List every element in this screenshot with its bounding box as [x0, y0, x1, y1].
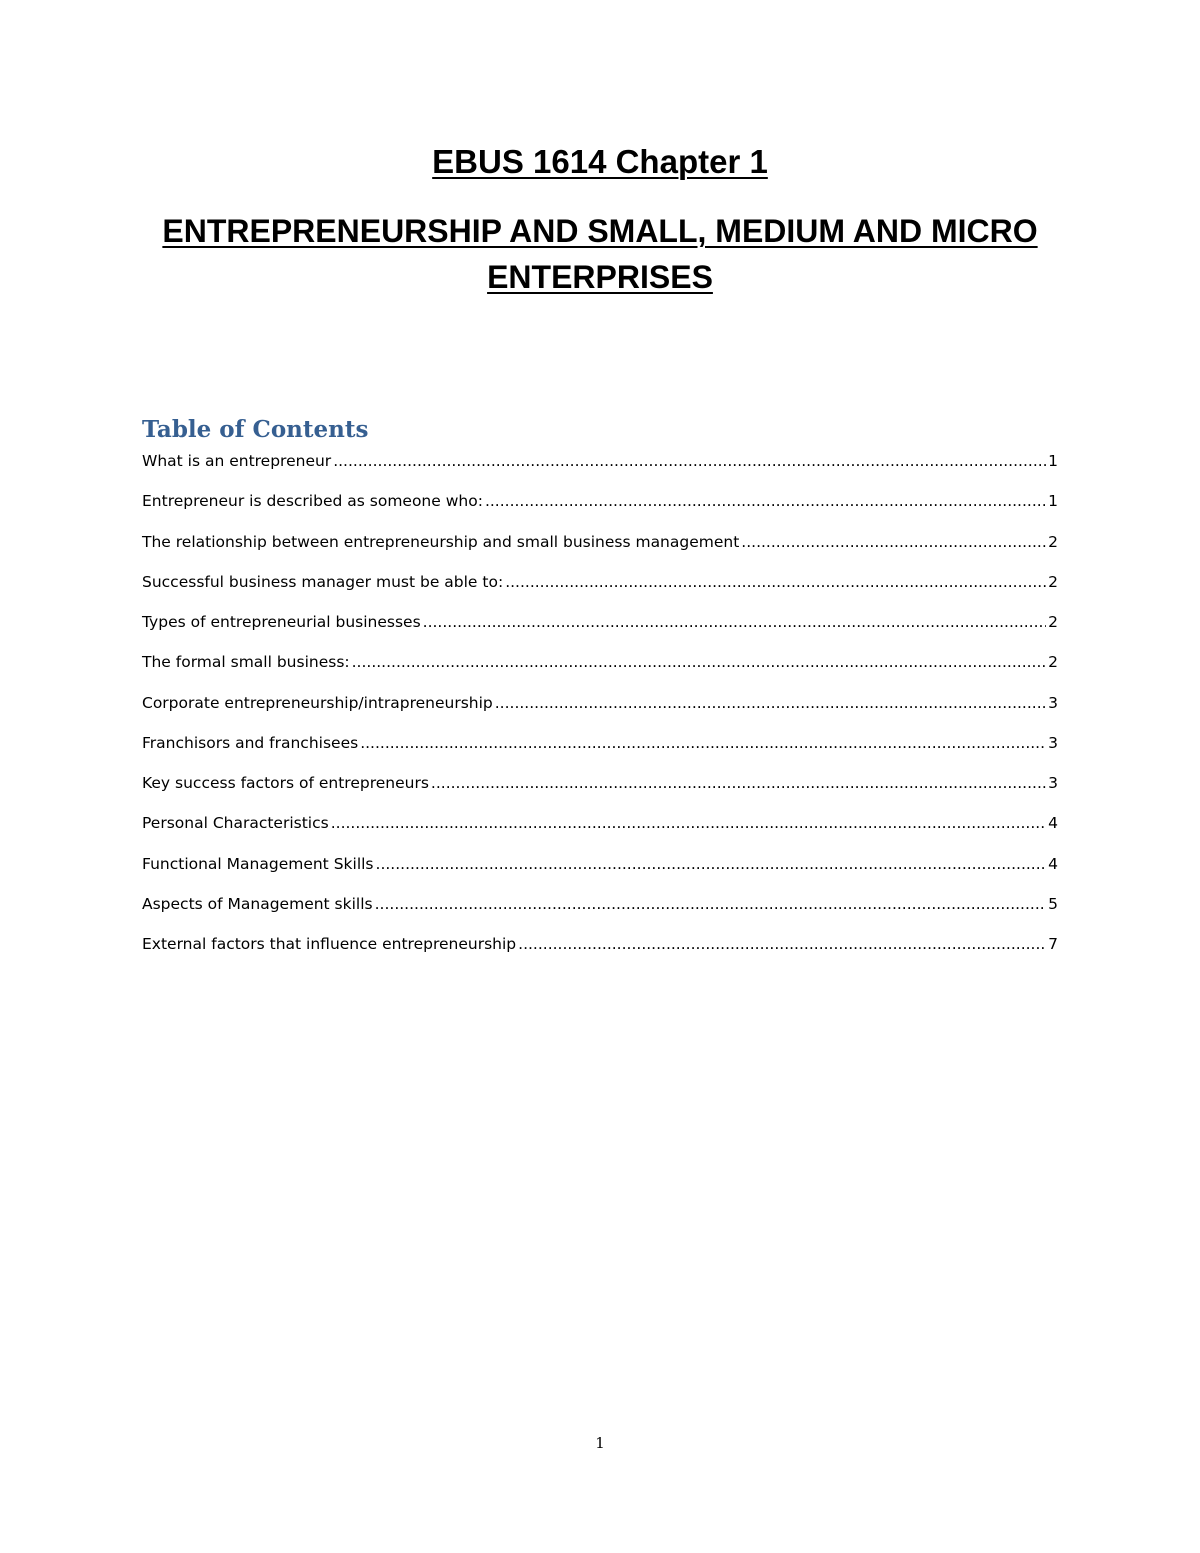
- toc-entry-label[interactable]: Functional Management Skills: [142, 854, 374, 873]
- toc-entry-page-number[interactable]: 3: [1048, 774, 1058, 792]
- toc-entry-label[interactable]: The relationship between entrepreneurship and small business management: [142, 532, 740, 551]
- toc-entry-label[interactable]: External factors that influence entrepreneurship: [142, 935, 517, 953]
- toc-entry-page-number[interactable]: 2: [1048, 532, 1058, 551]
- course-title: [0, 140, 1200, 184]
- toc-dot-leader: [352, 653, 1047, 671]
- toc-dot-leader: [518, 935, 1046, 953]
- toc-heading: Table of Contents: [142, 416, 369, 443]
- toc-entry-label[interactable]: Types of entrepreneurial businesses: [142, 613, 421, 631]
- toc-entry-page-number[interactable]: 1: [1048, 452, 1058, 470]
- chapter-title: [140, 208, 1060, 300]
- toc-entry-page-number[interactable]: 4: [1048, 814, 1058, 833]
- toc-dot-leader: [423, 613, 1046, 631]
- toc-dot-leader: [376, 855, 1047, 873]
- toc-entry[interactable]: [142, 774, 1058, 814]
- toc-entry-page-number[interactable]: 1: [1048, 492, 1058, 511]
- toc-entry-label[interactable]: Franchisors and franchisees: [142, 733, 359, 752]
- table-of-contents: [142, 452, 1058, 975]
- toc-entry-page-number[interactable]: 3: [1048, 693, 1058, 712]
- toc-entry-page-number[interactable]: 2: [1048, 653, 1058, 672]
- toc-entry-label[interactable]: The formal small business:: [142, 653, 350, 672]
- toc-dot-leader: [375, 895, 1047, 913]
- toc-entry[interactable]: [142, 734, 1058, 774]
- toc-entry-page-number[interactable]: 2: [1048, 613, 1058, 631]
- toc-dot-leader: [485, 492, 1046, 510]
- toc-entry[interactable]: [142, 653, 1058, 693]
- toc-entry[interactable]: [142, 895, 1058, 935]
- toc-dot-leader: [360, 734, 1046, 752]
- toc-dot-leader: [741, 533, 1046, 551]
- toc-entry[interactable]: [142, 855, 1058, 895]
- toc-entry-label[interactable]: Key success factors of entrepreneurs: [142, 774, 429, 792]
- toc-entry-label[interactable]: Aspects of Management skills: [142, 894, 373, 913]
- toc-dot-leader: [495, 694, 1046, 712]
- toc-entry[interactable]: [142, 694, 1058, 734]
- toc-entry-label[interactable]: What is an entrepreneur: [142, 452, 332, 470]
- toc-entry[interactable]: [142, 573, 1058, 613]
- toc-dot-leader: [431, 774, 1046, 792]
- toc-entry-label[interactable]: Personal Characteristics: [142, 814, 329, 833]
- toc-entry-label[interactable]: Corporate entrepreneurship/intrapreneurship: [142, 693, 493, 712]
- toc-entry[interactable]: [142, 613, 1058, 653]
- toc-entry-page-number[interactable]: 7: [1048, 935, 1058, 953]
- toc-entry-page-number[interactable]: 2: [1048, 572, 1058, 591]
- page-number: 1: [595, 1434, 605, 1452]
- toc-entry-label[interactable]: Successful business manager must be able to:: [142, 572, 504, 591]
- toc-dot-leader: [333, 452, 1046, 470]
- toc-entry-page-number[interactable]: 4: [1048, 854, 1058, 873]
- toc-entry-page-number[interactable]: 5: [1048, 894, 1058, 913]
- toc-entry[interactable]: [142, 452, 1058, 492]
- toc-entry[interactable]: [142, 492, 1058, 532]
- toc-entry-label[interactable]: Entrepreneur is described as someone who:: [142, 492, 483, 511]
- course-title-text: EBUS 1614 Chapter 1: [432, 143, 768, 180]
- toc-dot-leader: [505, 573, 1046, 591]
- toc-entry[interactable]: [142, 935, 1058, 975]
- toc-entry[interactable]: [142, 814, 1058, 854]
- chapter-title-text: ENTREPRENEURSHIP AND SMALL, MEDIUM AND MICRO ENTERPRISES: [162, 213, 1038, 295]
- toc-entry-page-number[interactable]: 3: [1048, 733, 1058, 752]
- toc-entry[interactable]: [142, 533, 1058, 573]
- toc-dot-leader: [331, 814, 1046, 832]
